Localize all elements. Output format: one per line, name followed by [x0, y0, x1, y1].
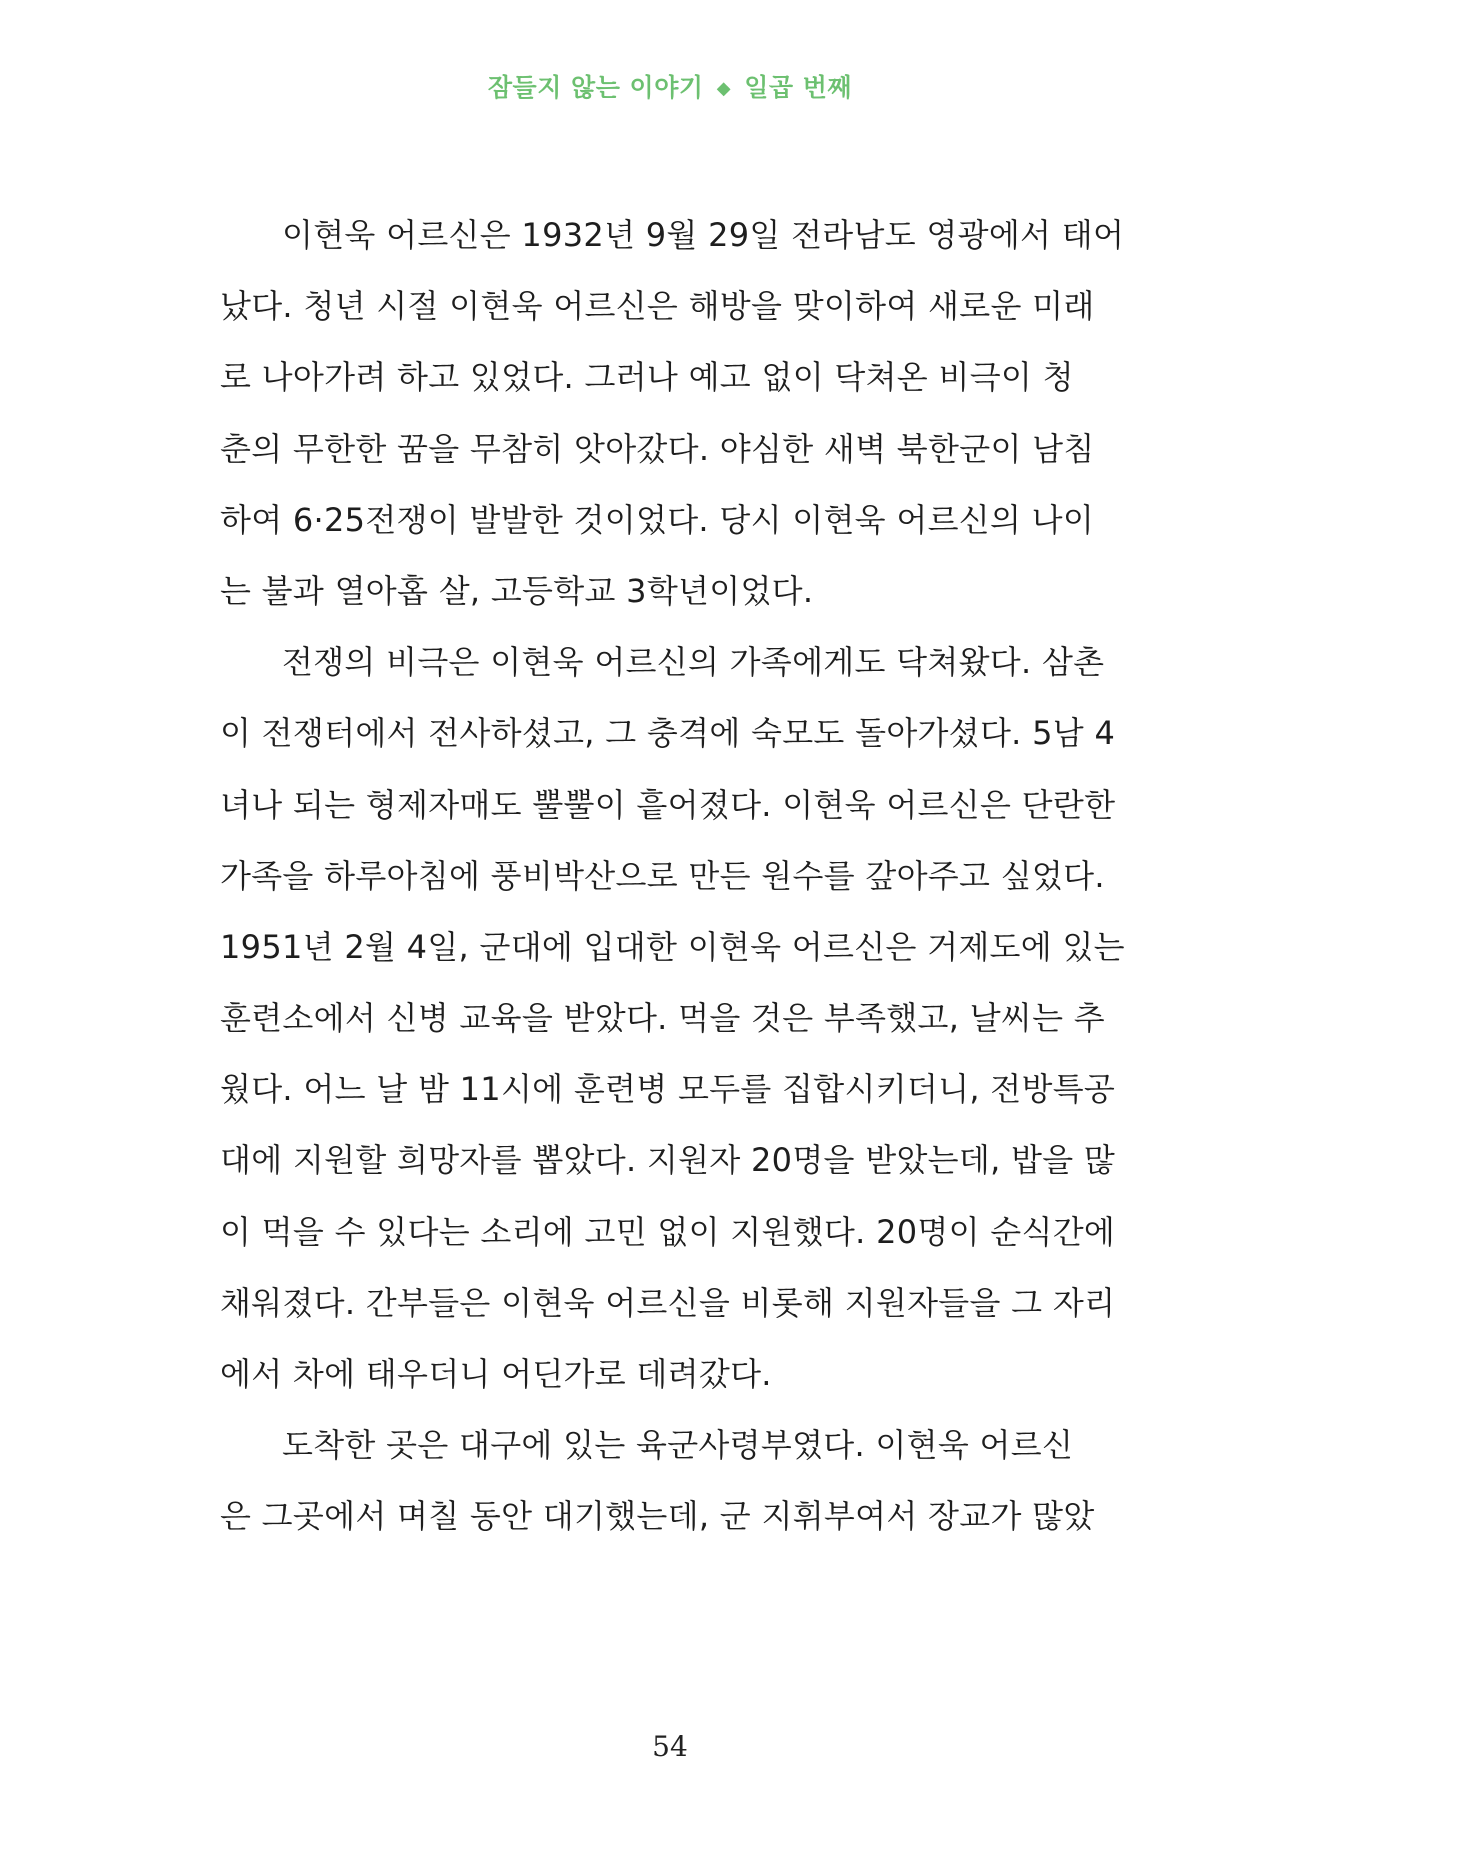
body-text	[220, 200, 1125, 1553]
text-line: 전쟁의 비극은 이현욱 어르신의 가족에게도 닥쳐왔다. 삼촌	[282, 643, 1105, 682]
text-line: 났다. 청년 시절 이현욱 어르신은 해방을 맞이하여 새로운 미래	[220, 287, 1095, 326]
text-line: 에서 차에 태우더니 어딘가로 데려갔다.	[220, 1355, 772, 1393]
text-line: 는 불과 열아홉 살, 고등학교 3학년이었다.	[220, 571, 814, 610]
text-line: 웠다. 어느 날 밤 11시에 훈련병 모두를 집합시키더니, 전방특공	[220, 1070, 1116, 1109]
text-line: 훈련소에서 신병 교육을 받았다. 먹을 것은 부족했고, 날씨는 추	[220, 999, 1106, 1038]
text-line: 은 그곳에서 며칠 동안 대기했는데, 군 지휘부여서 장교가 많았	[220, 1497, 1095, 1536]
text-line: 이 먹을 수 있다는 소리에 고민 없이 지원했다. 20명이 순식간에	[220, 1212, 1116, 1251]
text-line: 대에 지원할 희망자를 뽑았다. 지원자 20명을 받았는데, 밥을 많	[220, 1141, 1116, 1180]
text-line: 이 전쟁터에서 전사하셨고, 그 충격에 숙모도 돌아가셨다. 5남 4	[220, 714, 1116, 753]
text-line: 로 나아가려 하고 있었다. 그러나 예고 없이 닥쳐온 비극이 청	[220, 358, 1074, 397]
text-line: 하여 6·25전쟁이 발발한 것이었다. 당시 이현욱 어르신의 나이	[220, 500, 1095, 539]
book-subtitle: 일곱 번째	[744, 73, 853, 102]
running-header	[0, 68, 1340, 104]
page-number: 54	[652, 1730, 688, 1763]
text-line: 가족을 하루아침에 풍비박산으로 만든 원수를 갚아주고 싶었다.	[220, 856, 1105, 895]
text-line: 도착한 곳은 대구에 있는 육군사령부였다. 이현욱 어르신	[282, 1426, 1074, 1465]
diamond-separator-icon: ◆	[716, 78, 732, 99]
text-line: 이현욱 어르신은 1932년 9월 29일 전라남도 영광에서 태어	[282, 216, 1125, 254]
text-line: 녀나 되는 형제자매도 뿔뿔이 흩어졌다. 이현욱 어르신은 단란한	[220, 785, 1116, 824]
text-line: 채워졌다. 간부들은 이현욱 어르신을 비롯해 지원자들을 그 자리	[220, 1283, 1116, 1322]
book-title: 잠들지 않는 이야기	[487, 73, 704, 102]
text-line: 춘의 무한한 꿈을 무참히 앗아갔다. 야심한 새벽 북한군이 남침	[220, 429, 1095, 468]
text-line: 1951년 2월 4일, 군대에 입대한 이현욱 어르신은 거제도에 있는	[220, 927, 1125, 966]
